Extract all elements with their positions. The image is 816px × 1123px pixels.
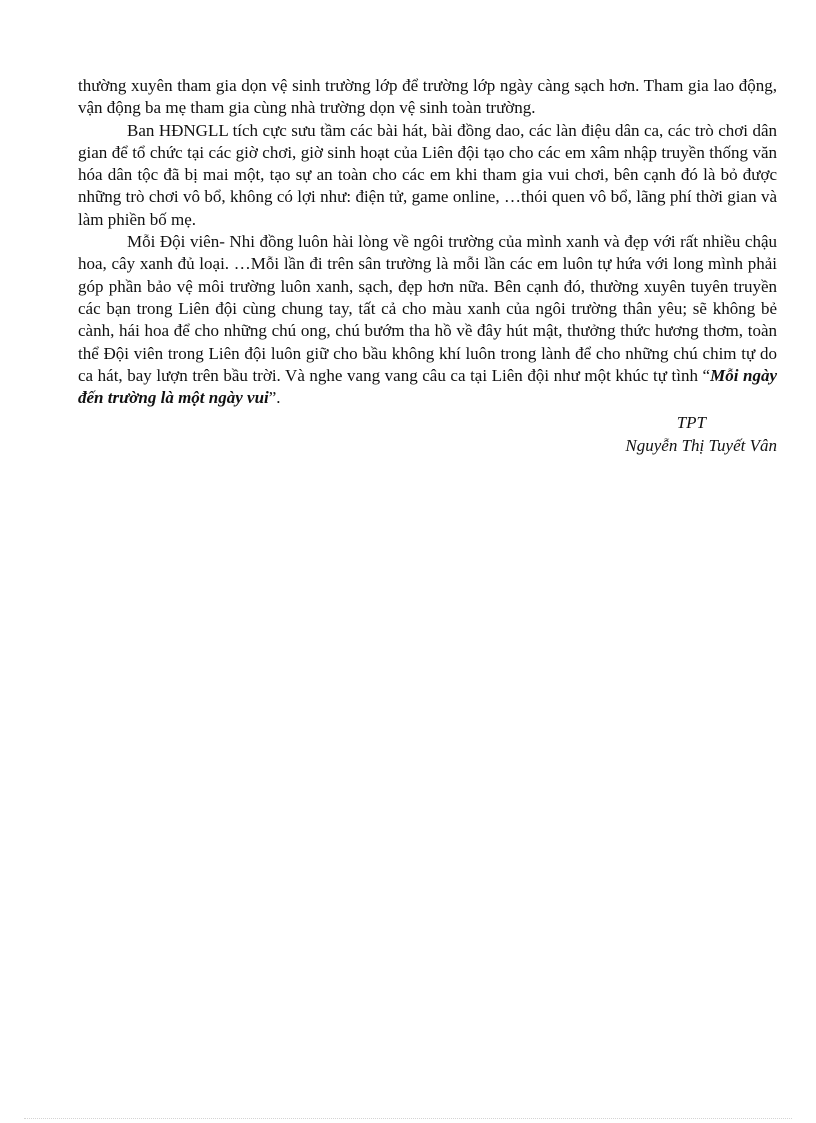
document-body bbox=[78, 75, 777, 457]
paragraph-3-closing: ”. bbox=[268, 388, 281, 408]
paragraph-1: thường xuyên tham gia dọn vệ sinh trường lớp để trường lớp ngày càng sạch hơn. Tham gia lao động, vận động ba mẹ tham gia cùng nhà trường dọn vệ sinh toàn trường. bbox=[78, 76, 777, 118]
paragraph-3-text: Mỗi Đội viên- Nhi đồng luôn hài lòng về ngôi trường của mình xanh và đẹp với rất nhiều chậu hoa, cây xanh đủ loại. …Mỗi lần đi trên sân trường là mỗi lần các em luôn tự hứa với long mình phải góp phần bảo vệ môi trường luôn xanh, sạch, đẹp hơn nữa. Bên cạnh đó, thường xuyên tuyên truyền các bạn trong Liên đội cùng chung tay, tất cả cho màu xanh của ngôi trường thân yêu; sẽ không bẻ cành, hái hoa để cho những chú ong, chú bướm tha hồ về đây hút mật, thưởng thức hương thơm, toàn thể Đội viên trong Liên đội luôn giữ cho bầu không khí luôn trong lành để cho những chú chim tự do ca hát, bay lượn trên bầu trời. Và nghe vang vang câu ca tại Liên đội như một khúc tự tình “ bbox=[78, 232, 777, 385]
paragraph-2: Ban HĐNGLL tích cực sưu tầm các bài hát, bài đồng dao, các làn điệu dân ca, các trò chơi dân gian để tổ chức tại các giờ chơi, giờ sinh hoạt của Liên đội tạo cho các em xâm nhập truyền thống văn hóa dân tộc đã bị mai một, tạo sự an toàn cho các em khi tham gia vui chơi, bên cạnh đó là bỏ được những trò chơi vô bổ, không có lợi như: điện tử, game online, …thói quen vô bổ, lãng phí thời gian và làm phiền bố mẹ. bbox=[78, 120, 777, 229]
signature-block bbox=[78, 412, 777, 457]
page-bottom-divider bbox=[24, 1118, 792, 1119]
paragraph-3 bbox=[78, 231, 777, 409]
signature-name: Nguyễn Thị Tuyết Vân bbox=[625, 435, 777, 455]
quoted-slogan: Mỗi ngày đến trường là một ngày vui bbox=[78, 365, 777, 408]
signature-role: TPT bbox=[676, 413, 706, 433]
